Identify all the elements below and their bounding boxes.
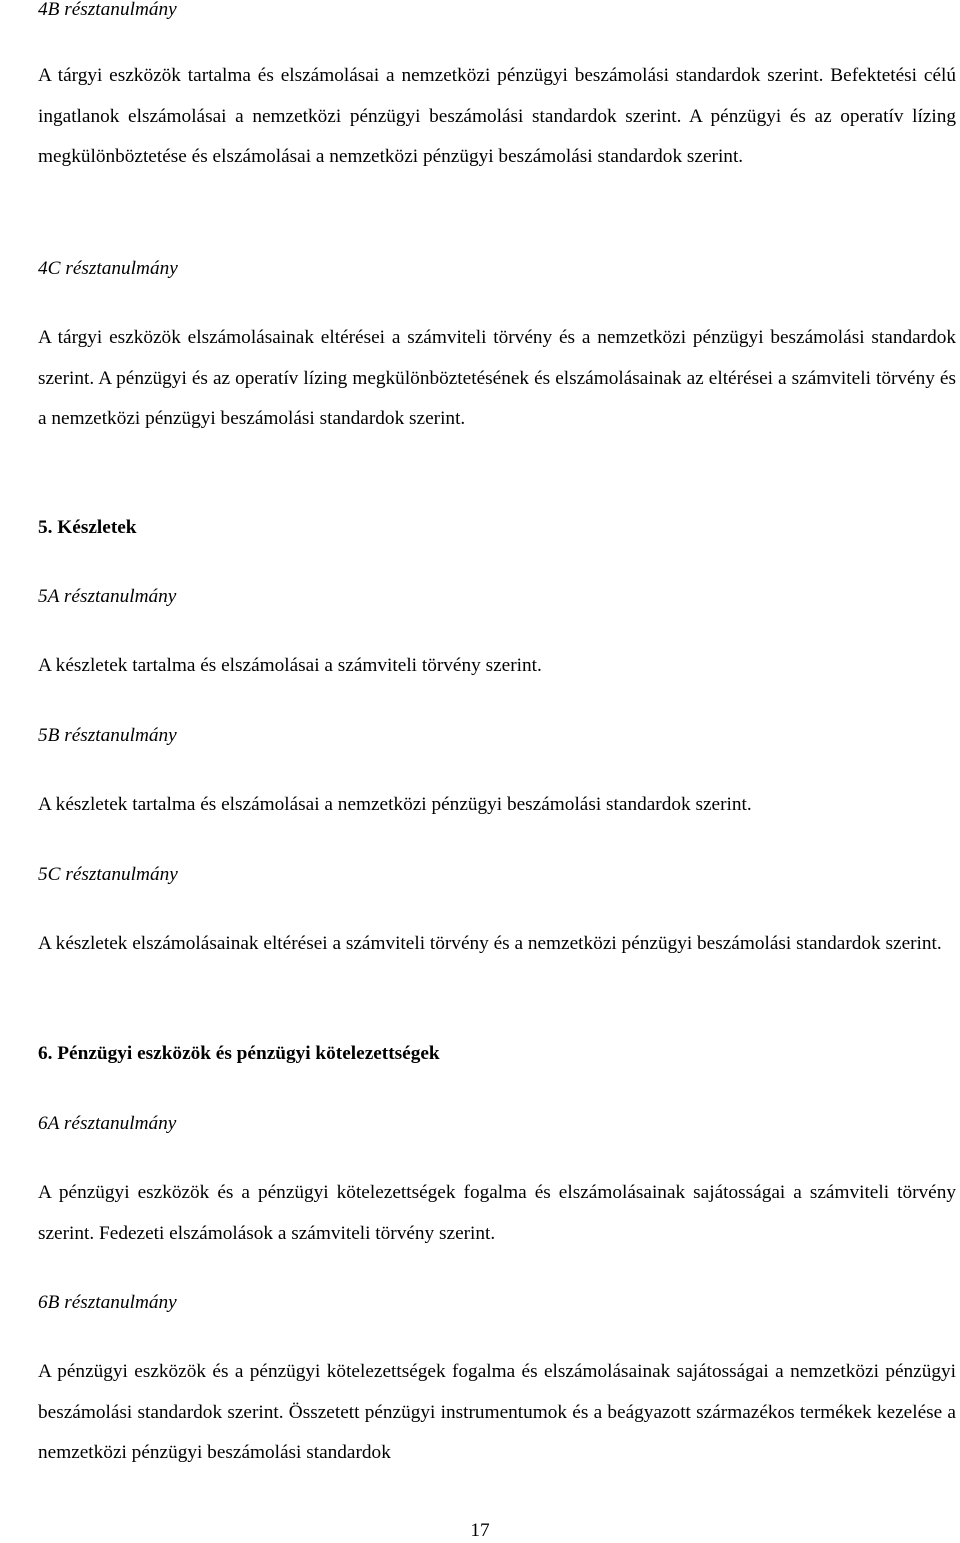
- paragraph-6b: A pénzügyi eszközök és a pénzügyi kötelezettségek fogalma és elszámolásainak sajátosságai a nemzetközi pénzügyi beszámolási standardok szerint. Összetett pénzügyi instrumentumok és a beágyazott származékos termékek kezelése a nemzetközi pénzügyi beszámolási standardok: [38, 1361, 956, 1463]
- paragraph-6a: A pénzügyi eszközök és a pénzügyi kötelezettségek fogalma és elszámolásainak sajátosságai a számviteli törvény szerint. Fedezeti elszámolások a számviteli törvény szerint.: [38, 1182, 956, 1244]
- paragraph-5b: A készletek tartalma és elszámolásai a nemzetközi pénzügyi beszámolási standardok szerint.: [38, 794, 752, 815]
- section-heading-6: 6. Pénzügyi eszközök és pénzügyi kötelezettségek: [38, 1043, 440, 1064]
- subsection-title-5c: 5C résztanulmány: [38, 864, 178, 885]
- subsection-title-5a: 5A résztanulmány: [38, 586, 177, 607]
- subsection-title-5b: 5B résztanulmány: [38, 725, 177, 746]
- paragraph-5c: A készletek elszámolásainak eltérései a számviteli törvény és a nemzetközi pénzügyi beszámolási standardok szerint.: [38, 933, 942, 954]
- paragraph-4b: A tárgyi eszközök tartalma és elszámolásai a nemzetközi pénzügyi beszámolási standardok szerint. Befektetési célú ingatlanok elszámolásai a nemzetközi pénzügyi beszámolási standardok szerint. A pénzügyi és az operatív lízing megkülönböztetése és elszámolásai a nemzetközi pénzügyi beszámolási standardok szerint.: [38, 65, 956, 167]
- subsection-title-6a: 6A résztanulmány: [38, 1113, 177, 1134]
- page-number: 17: [470, 1520, 490, 1541]
- section-heading-5: 5. Készletek: [38, 517, 137, 538]
- subsection-title-6b: 6B résztanulmány: [38, 1292, 177, 1313]
- subsection-title-4c: 4C résztanulmány: [38, 258, 178, 279]
- paragraph-5a: A készletek tartalma és elszámolásai a számviteli törvény szerint.: [38, 655, 542, 676]
- paragraph-4c: A tárgyi eszközök elszámolásainak eltérései a számviteli törvény és a nemzetközi pénzügyi beszámolási standardok szerint. A pénzügyi és az operatív lízing megkülönböztetésének és elszámolásainak az eltérései a számviteli törvény és a nemzetközi pénzügyi beszámolási standardok szerint.: [38, 327, 956, 429]
- subsection-title-4b: 4B résztanulmány: [38, 0, 177, 20]
